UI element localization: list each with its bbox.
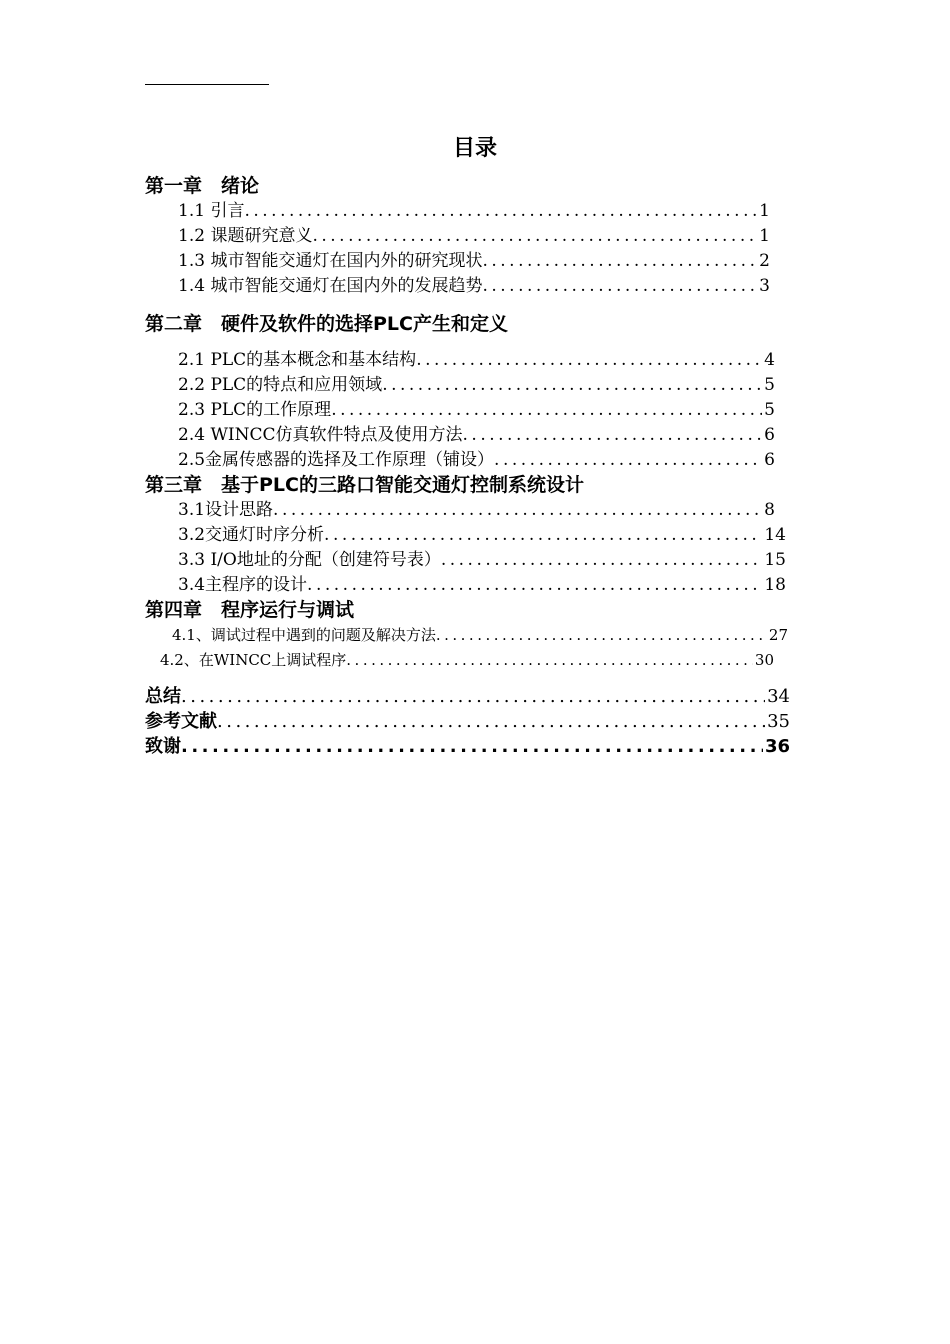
toc-entry-summary[interactable] [145, 685, 790, 709]
chapter-4-heading: 第四章 程序运行与调试 [145, 599, 355, 621]
chapter-1-heading: 第一章 绪论 [145, 175, 260, 197]
toc-entry-label: 1.4 城市智能交通灯在国内外的发展趋势 [178, 276, 483, 296]
leader-dots [441, 548, 763, 572]
toc-entry-label: 2.4 WINCC仿真软件特点及使用方法 [178, 425, 463, 445]
toc-entry-page: 6 [764, 425, 775, 445]
leader-dots [181, 685, 765, 709]
toc-entry-page: 6 [764, 450, 775, 470]
toc-entry-label: 2.1 PLC的基本概念和基本结构 [178, 350, 417, 370]
toc-entry-label: 2.5金属传感器的选择及工作原理（铺设） [178, 450, 495, 470]
toc-entry-acknowledgements[interactable] [145, 735, 790, 759]
leader-dots [307, 573, 762, 597]
toc-entry-label: 致谢 [145, 736, 181, 757]
leader-dots [494, 448, 762, 472]
toc-entry[interactable] [178, 548, 786, 572]
leader-dots [273, 498, 762, 522]
leader-dots [346, 649, 753, 671]
toc-entry-page: 15 [764, 550, 786, 570]
toc-entry-label: 4.1、调试过程中遇到的问题及解决方法 [172, 626, 436, 644]
toc-entry-page: 3 [759, 276, 770, 296]
header-rule [145, 84, 269, 85]
toc-entry[interactable] [178, 448, 775, 472]
toc-entry-page: 1 [759, 201, 770, 221]
leader-dots [181, 735, 763, 759]
toc-entry-page: 1 [759, 226, 770, 246]
leader-dots [217, 710, 765, 734]
toc-entry[interactable] [178, 523, 786, 547]
leader-dots [482, 274, 757, 298]
toc-entry-page: 27 [768, 626, 788, 644]
toc-entry-label: 1.2 课题研究意义 [178, 226, 313, 246]
toc-title: 目录 [452, 136, 497, 161]
toc-entry[interactable] [172, 624, 788, 646]
toc-entry[interactable] [160, 649, 774, 671]
toc-entry[interactable] [178, 398, 775, 422]
toc-entry-page: 18 [764, 575, 786, 595]
toc-entry-label: 1.3 城市智能交通灯在国内外的研究现状 [178, 251, 483, 271]
toc-entry-label: 2.3 PLC的工作原理 [178, 400, 332, 420]
toc-entry-page: 2 [759, 251, 770, 271]
toc-entry-label: 3.2交通灯时序分析 [178, 525, 325, 545]
toc-entry-label: 4.2、在WINCC上调试程序 [160, 651, 347, 669]
toc-entry-page: 36 [764, 736, 790, 757]
toc-entry-page: 5 [764, 400, 775, 420]
toc-entry-page: 5 [764, 375, 775, 395]
leader-dots [324, 523, 762, 547]
toc-entry[interactable] [178, 274, 770, 298]
toc-entry-references[interactable] [145, 710, 790, 734]
leader-dots [244, 199, 757, 223]
toc-entry[interactable] [178, 498, 775, 522]
leader-dots [382, 373, 762, 397]
toc-entry-page: 4 [764, 350, 775, 370]
leader-dots [436, 624, 767, 646]
toc-entry[interactable] [178, 224, 770, 248]
leader-dots [482, 249, 757, 273]
leader-dots [463, 423, 763, 447]
leader-dots [416, 348, 762, 372]
leader-dots [331, 398, 762, 422]
toc-entry[interactable] [178, 423, 775, 447]
toc-entry-label: 参考文献 [145, 711, 217, 732]
leader-dots [312, 224, 757, 248]
toc-entry-page: 14 [764, 525, 786, 545]
toc-entry-label: 总结 [145, 686, 181, 707]
chapter-2-heading: 第二章 硬件及软件的选择PLC产生和定义 [145, 313, 508, 335]
toc-entry-page: 34 [767, 686, 790, 707]
toc-entry[interactable] [178, 348, 775, 372]
toc-entry-label: 3.4主程序的设计 [178, 575, 308, 595]
toc-entry-label: 2.2 PLC的特点和应用领域 [178, 375, 383, 395]
toc-entry-label: 3.1设计思路 [178, 500, 274, 520]
toc-entry[interactable] [178, 199, 770, 223]
toc-entry-label: 3.3 I/O地址的分配（创建符号表） [178, 550, 441, 570]
toc-entry-page: 8 [764, 500, 775, 520]
toc-entry-page: 35 [767, 711, 790, 732]
toc-entry[interactable] [178, 573, 786, 597]
chapter-3-heading: 第三章 基于PLC的三路口智能交通灯控制系统设计 [145, 474, 584, 496]
toc-entry-page: 30 [754, 651, 774, 669]
toc-entry[interactable] [178, 373, 775, 397]
toc-entry[interactable] [178, 249, 770, 273]
toc-entry-label: 1.1 引言 [178, 201, 245, 221]
